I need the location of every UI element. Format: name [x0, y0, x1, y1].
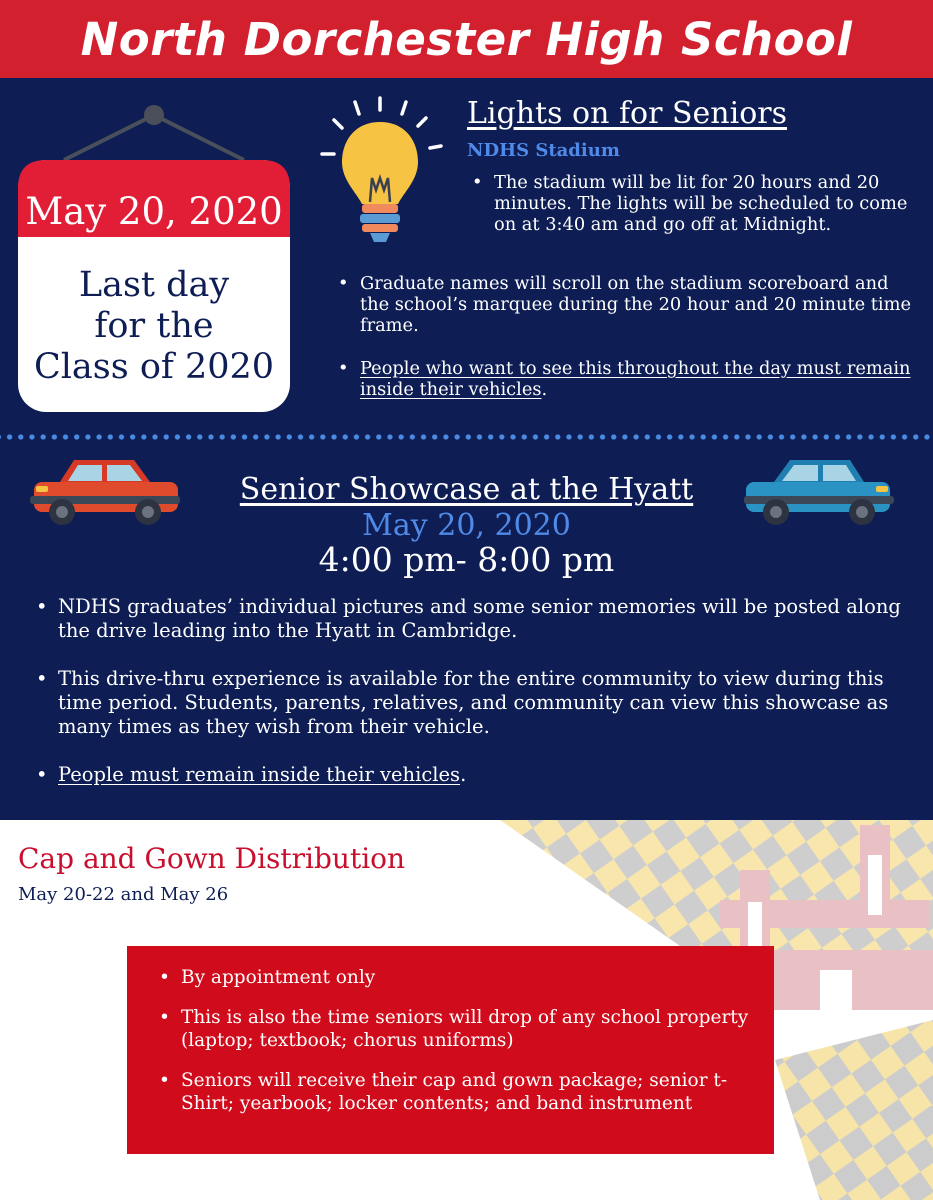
- showcase-title: Senior Showcase at the Hyatt: [239, 472, 694, 507]
- page-title: North Dorchester High School: [80, 12, 853, 66]
- cap-gown-dates: May 20-22 and May 26: [18, 884, 229, 905]
- calendar-caption: Last day for the Class of 2020: [33, 265, 275, 387]
- dotted-divider: [0, 432, 933, 442]
- list-item: • People must remain inside their vehicles.: [34, 763, 914, 787]
- showcase-bullet-list: [34, 595, 914, 811]
- cap-gown-info-box: [127, 946, 774, 1154]
- vehicle-notice: People who want to see this throughout the day must remain inside their vehicles: [360, 358, 911, 400]
- list-item: • Seniors will receive their cap and gown package; senior t-Shirt; yearbook; locker contents; and band instrument: [157, 1069, 757, 1115]
- header-banner: [0, 0, 933, 78]
- list-item: • This drive-thru experience is available for the entire community to view during this time period. Students, parents, relatives, and community can view this showcase as many times as they wish from their vehicle.: [34, 667, 914, 739]
- list-item: • Graduate names will scroll on the stadium scoreboard and the school’s marquee during the 20 hour and 20 minute time frame.: [336, 273, 921, 336]
- list-item: • People who want to see this throughout the day must remain inside their vehicles.: [336, 358, 921, 400]
- calendar-date: May 20, 2020: [25, 190, 283, 233]
- calendar-icon: [18, 100, 290, 412]
- list-item: • NDHS graduates’ individual pictures and some senior memories will be posted along the drive leading into the Hyatt in Cambridge.: [34, 595, 914, 643]
- lights-title: Lights on for Seniors: [467, 96, 788, 131]
- showcase-date: May 20, 2020: [362, 508, 571, 543]
- cap-gown-title: Cap and Gown Distribution: [18, 842, 406, 875]
- cap-gown-bullet-list: [157, 966, 757, 1132]
- list-item: • This is also the time seniors will drop of any school property (laptop; textbook; chorus uniforms): [157, 1006, 757, 1052]
- lights-location: NDHS Stadium: [467, 140, 620, 161]
- lights-bullet-list: [470, 172, 910, 235]
- list-item: • The stadium will be lit for 20 hours and 20 minutes. The lights will be scheduled to come on at 3:40 am and go off at Midnight.: [470, 172, 910, 235]
- lights-bullet-list-cont: [336, 273, 921, 422]
- vehicle-notice: People must remain inside their vehicles: [58, 763, 461, 786]
- lightbulb-icon: [318, 96, 448, 260]
- list-item: • By appointment only: [157, 966, 757, 989]
- showcase-time: 4:00 pm- 8:00 pm: [318, 540, 615, 579]
